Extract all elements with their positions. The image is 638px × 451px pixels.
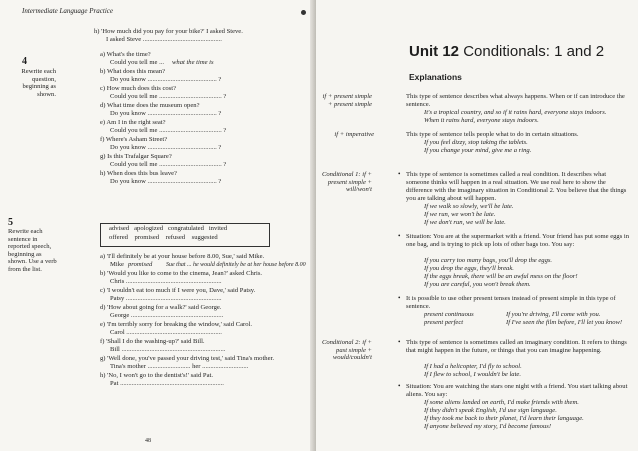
- exercise-line: Patsy ..........................................................: [110, 295, 222, 302]
- exercise-line: d) What time does the museum open?: [100, 102, 200, 109]
- bullet: •: [398, 170, 401, 178]
- right-page: [316, 0, 638, 451]
- exercise-line: f) 'Shall I do the washing-up?' said Bill.: [100, 338, 205, 345]
- exercise-line: Could you tell me ...: [110, 59, 165, 66]
- exercise-line: h) 'How much did you pay for your bike?' I asked Steve.: [94, 28, 243, 35]
- exercise-line: Could you tell me ...................................... ?: [110, 93, 227, 100]
- exercise-line: g) 'Well done, you've passed your driving test,' said Tina's mother.: [100, 355, 274, 362]
- exercise-line: Do you know .......................................... ?: [110, 110, 222, 117]
- bullet: •: [398, 338, 401, 346]
- exercise-line: g) Is this Trafalgar Square?: [100, 153, 172, 160]
- section-4-example: If I flew to school, I wouldn't be late.: [424, 371, 522, 378]
- page-number: 48: [145, 438, 151, 444]
- exercise-4-number: 4: [22, 56, 27, 67]
- exercise-line: Do you know .......................................... ?: [110, 178, 222, 185]
- exercise-line: I asked Steve ................................................: [106, 36, 222, 43]
- verb: apologized: [134, 225, 164, 232]
- bullet: •: [398, 232, 401, 240]
- verb-list-row-1: [101, 224, 269, 233]
- section-4-example: If they didn't speak English, I'd use sign language.: [424, 407, 557, 414]
- section-3-example: If you carry too many bags, you'll drop the eggs.: [424, 257, 553, 264]
- explanations-heading: Explanations: [409, 72, 462, 82]
- exercise-line: a) What's the time?: [100, 51, 151, 58]
- section-3-bullet-3: It is possible to use other present tenses instead of present simple in this type of sentence.: [406, 295, 616, 310]
- section-4-bullet-1: This type of sentence is sometimes called an imaginary condition. It refers to things that might happen in the future, or things that you can imagine happening.: [406, 339, 627, 354]
- section-1-example-1: It's a tropical country, and so if it rains hard, everyone stays indoors.: [424, 109, 607, 116]
- exercise-line: h) 'No, I won't go to the dentist's!' said Pat.: [100, 372, 213, 379]
- section-2-example-2: If you change your mind, give me a ring.: [424, 147, 532, 154]
- handwritten-answer-4a: what the time is: [172, 59, 214, 66]
- running-header: Intermediate Language Practice: [22, 7, 113, 15]
- exercise-line: c) How much does this cost?: [100, 85, 176, 92]
- exercise-line: f) Where's Asham Street?: [100, 136, 168, 143]
- section-4-example: If I had a helicopter, I'd fly to school.: [424, 363, 522, 370]
- exercise-5-instruction: Rewrite each sentence in reported speech, beginning as shown. Use a verb from the list.: [8, 228, 57, 273]
- exercise-line: Do you know .......................................... ?: [110, 76, 222, 83]
- unit-title: [409, 43, 604, 60]
- section-4-bullet-2: Situation: You are watching the stars one night with a friend. You start talking about aliens. You say:: [406, 383, 628, 398]
- section-1-side-label: if + present simple + present simple: [322, 93, 372, 108]
- exercise-line: e) Am I in the right seat?: [100, 119, 166, 126]
- section-3-example: If we don't run, we will be late.: [424, 219, 506, 226]
- exercise-line: Could you tell me ...................................... ?: [110, 127, 227, 134]
- exercise-5-number: 5: [8, 217, 13, 228]
- verb: refused: [165, 234, 186, 241]
- verb: promised: [134, 234, 160, 241]
- section-3-example: If we run, we won't be late.: [424, 211, 496, 218]
- verb: congratulated: [168, 225, 204, 232]
- verb: advised: [109, 225, 130, 232]
- section-3-example: If the eggs break, there will be an awful mess on the floor!: [424, 273, 578, 280]
- section-1-text: This type of sentence describes what always happens. When or if can introduce the sentence.: [406, 93, 625, 108]
- section-3-example: If you are careful, you won't break them.: [424, 281, 531, 288]
- verb-list-box: [100, 223, 270, 247]
- exercise-line: Pat ...............................................................: [110, 380, 224, 387]
- exercise-line: Do you know .......................................... ?: [110, 144, 222, 151]
- exercise-line: Tina's mother .......................... her ............................: [110, 363, 249, 370]
- tense-example: If you're driving, I'll come with you.: [506, 311, 601, 318]
- unit-number: Unit 12: [409, 43, 460, 60]
- exercise-line: c) 'I wouldn't eat too much if I were you, Dave,' said Patsy.: [100, 287, 256, 294]
- exercise-line: Mike: [110, 261, 124, 268]
- exercise-line: d) 'How about going for a walk?' said George.: [100, 304, 222, 311]
- exercise-line: a) 'I'll definitely be at your house before 8.00, Sue,' said Mike.: [100, 253, 265, 260]
- left-page: [0, 0, 316, 451]
- exercise-line: h) When does this bus leave?: [100, 170, 177, 177]
- section-3-side-label: Conditional 1: if + present simple + will/won't: [321, 171, 372, 194]
- exercise-line: Could you tell me ...................................... ?: [110, 161, 227, 168]
- handwritten-answer-5a-rest: Sue that ... he would definitely be at her house before 8.00: [166, 262, 306, 268]
- section-1-example-2: When it rains hard, everyone stays indoors.: [424, 117, 539, 124]
- exercise-line: Bill ...............................................................: [110, 346, 226, 353]
- section-4-example: If anyone believed my story, I'd become famous!: [424, 423, 552, 430]
- section-2-side-label: if + imperative: [334, 131, 374, 138]
- section-3-example: If we walk so slowly, we'll be late.: [424, 203, 514, 210]
- exercise-line: b) 'Would you like to come to the cinema, Jean?' asked Chris.: [100, 270, 263, 277]
- bullet: •: [398, 382, 401, 390]
- section-3-bullet-2: Situation: You are at the supermarket with a friend. Your friend has put some eggs in one bag, and is trying to pick up lots of other bags too. You say:: [406, 233, 630, 248]
- verb: suggested: [191, 234, 218, 241]
- exercise-line: Carol ..........................................................: [110, 329, 222, 336]
- verb: offered: [109, 234, 128, 241]
- exercise-line: George ........................................................: [110, 312, 224, 319]
- exercise-line: e) 'I'm terribly sorry for breaking the window,' said Carol.: [100, 321, 253, 328]
- exercise-line: b) What does this mean?: [100, 68, 166, 75]
- section-4-side-label: Conditional 2: if + past simple + would/couldn't: [321, 339, 372, 362]
- handwritten-answer-5a-verb: promised: [128, 261, 153, 268]
- tense-label: present perfect: [424, 319, 464, 326]
- verb: invited: [208, 225, 228, 232]
- tense-example: If I've seen the film before, I'll let you know!: [506, 319, 623, 326]
- scan-speck: [301, 10, 306, 15]
- unit-topic: Conditionals: 1 and 2: [463, 43, 605, 60]
- section-4-example: If they took me back to their planet, I'd learn their language.: [424, 415, 584, 422]
- tense-label: present continuous: [424, 311, 474, 318]
- section-2-example-1: If you feel dizzy, stop taking the tablets.: [424, 139, 528, 146]
- exercise-4-instruction: Rewrite each question, beginning as shown.: [21, 68, 56, 98]
- section-3-example: If you drop the eggs, they'll break.: [424, 265, 514, 272]
- verb-list-row-2: [101, 233, 269, 242]
- section-4-example: If some aliens landed on earth, I'd make friends with them.: [424, 399, 579, 406]
- bullet: •: [398, 294, 401, 302]
- section-3-bullet-1: This type of sentence is sometimes called a real condition. It describes what someone thinks will happen in a real situation. We use real here to show the difference with the imaginary situation in Conditional 2. You believe that the things you are talking about will happen.: [406, 171, 627, 202]
- section-2-text: This type of sentence tells people what to do in certain situations.: [406, 131, 579, 138]
- exercise-line: Chris ..........................................................: [110, 278, 222, 285]
